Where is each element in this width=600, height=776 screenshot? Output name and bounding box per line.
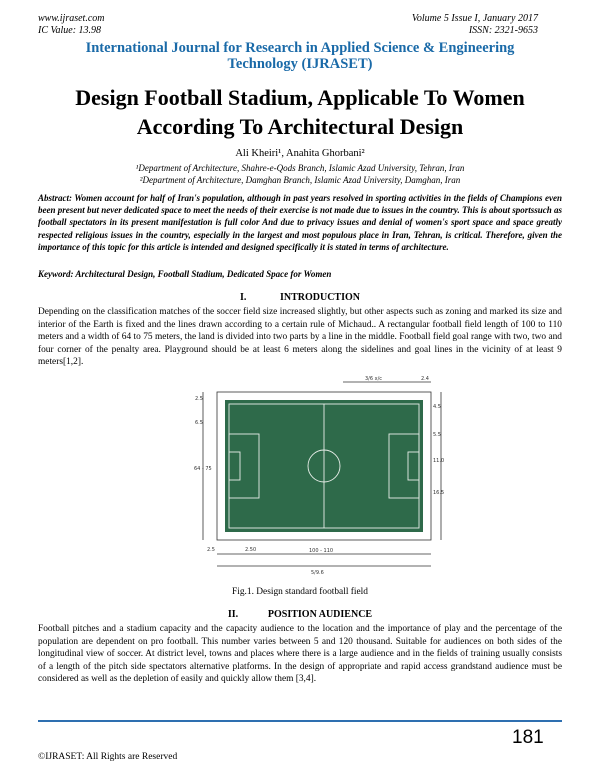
dim-left-top: 2.5 [195, 396, 203, 402]
authors: Ali Kheiri¹, Anahita Ghorbani² [235, 148, 365, 159]
football-field-figure [193, 376, 448, 576]
figure-caption: Fig.1. Design standard football field [232, 587, 368, 597]
dim-bottom-mid: 2.50 [245, 547, 257, 553]
dim-bottom-length: 100 - 110 [309, 548, 334, 554]
abstract: Abstract: Women account for half of Iran's population, although in past years resolved in sporting activities in the fields of Champions even been present but never dedicated space to meet the needs of their exercise is not made due to issues in the country. This is about sportssuch as football spectators in its present manifestation is full color And due to privacy issues and denial of women's sport space and space greatly respected religious issues in the country, especially in the largest and most populous place in Iran, Tehran, is critical. Therefore, given the importance of this topic for this article is intended and designed specifically it is stated in terms of architecture. [38, 193, 562, 252]
affiliation-1: ¹Department of Architecture, Shahre-e-Qods Branch, Islamic Azad University, Tehran, Iran [135, 163, 465, 173]
journal-name-line2: Technology (IJRASET) [227, 56, 373, 72]
keywords: Keyword: Architectural Design, Football Stadium, Dedicated Space for Women [38, 269, 332, 279]
dim-bottom-left: 2.5 [207, 547, 215, 553]
dim-right-b: 5.5 [433, 432, 441, 438]
footer-rule [38, 720, 562, 722]
dim-right-a: 4.5 [433, 404, 441, 410]
issn: ISSN: 2321-9653 [468, 25, 538, 36]
volume-info: Volume 5 Issue I, January 2017 [411, 13, 538, 24]
copyright: ©IJRASET: All Rights are Reserved [38, 752, 178, 762]
paper-title [0, 83, 600, 141]
dim-right-c: 11.0 [433, 458, 445, 464]
position-audience-text: Football pitches and a stadium capacity and the capacity audience to the location and the importance of play and the percentage of the population are dependent on pro football. This number varies between 5 and 120 thousand. Suitable for audiences on both sides of the longitudinal view of soccer. At district level, towns and places where there is a large audience and in the fields of training usually consists of a length of the pitch side spectators alternative platforms. In the design of appropriate and rapid access grandstand audience must be considered as well as the depletion of easily and quickly allow them [3,4]. [38, 624, 562, 685]
section-heading-introduction [0, 292, 600, 303]
dim-left-mid: 6.5 [195, 420, 203, 426]
journal-name-line1: International Journal for Research in Applied Science & Engineering [85, 40, 515, 56]
affiliation-2: ²Department of Architecture, Damghan Branch, Islamic Azad University, Damghan, Iran [139, 175, 461, 185]
dim-right-d: 16.5 [433, 490, 445, 496]
section-title: POSITION AUDIENCE [267, 609, 373, 620]
dim-left-width: 64 - 75 [194, 466, 212, 472]
page-number: 181 [512, 727, 544, 748]
section-number: I. [239, 292, 247, 303]
website-url[interactable]: www.ijraset.com [38, 13, 105, 24]
dim-top-center: 3/6 x/c [365, 376, 383, 382]
dim-top-right: 2.4 [421, 376, 429, 382]
section-heading-position-audience [0, 609, 600, 620]
ic-value: IC Value: 13.98 [38, 25, 102, 36]
dim-bottom-total: 5/9.6 [311, 570, 324, 576]
section-number: II. [227, 609, 239, 620]
introduction-text: Depending on the classification matches of the soccer field size increased slightly, but other aspects such as zoning and marked its size and interior of the Earth is fixed and the lines drawn according to a certain rule of Michaud.. A rectangular football field length of 100 to 110 meters and a width of 64 to 75 meters, the land is divided into two parts by a line in the middle. Football field goal range with two, two and four corner of the penalty area. Playground should be at least 6 meters along the sidelines and goal lines in the vicinity of at least 9 meters[1,2]. [38, 307, 562, 368]
journal-name [0, 40, 600, 72]
section-title: INTRODUCTION [279, 292, 360, 303]
paper-title-line1: Design Football Stadium, Applicable To Women [75, 85, 525, 110]
paper-title-line2: According To Architectural Design [136, 114, 464, 139]
